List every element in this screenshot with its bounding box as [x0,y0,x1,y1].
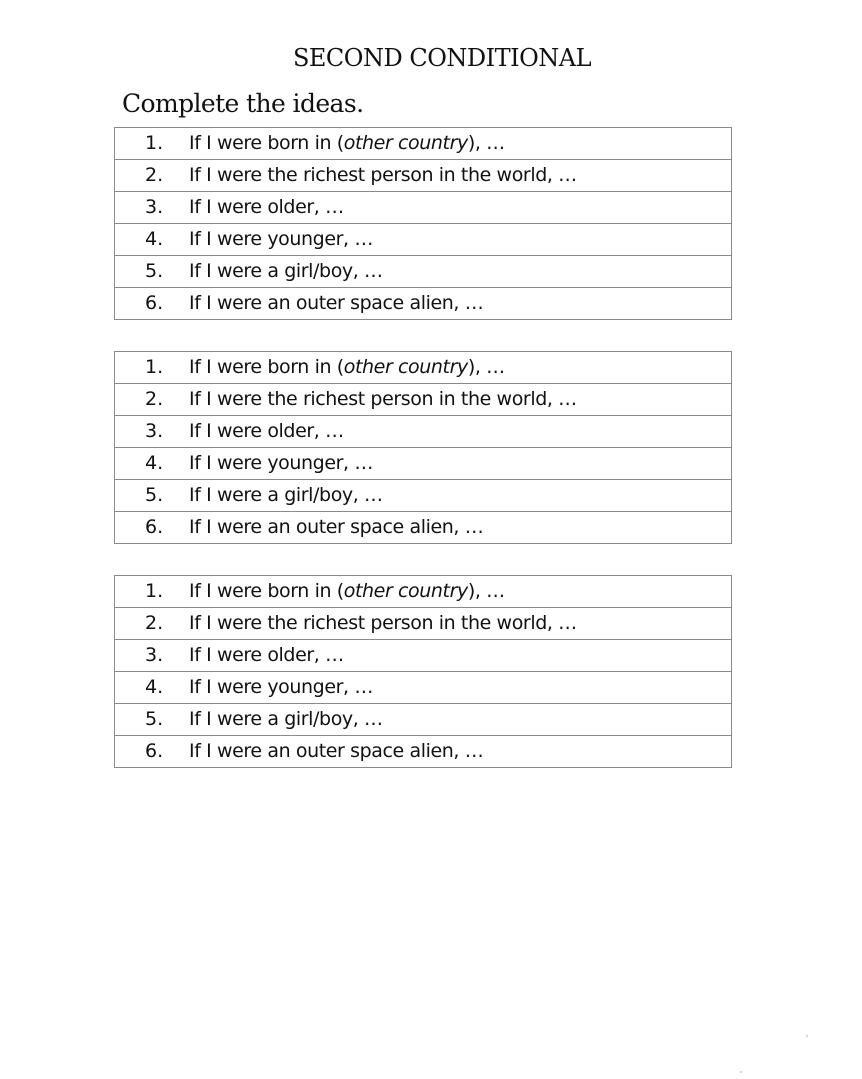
item-number: 2. [145,388,164,410]
item-prompt: If I were younger, … [189,452,373,474]
table-row [115,448,732,480]
item-number: 2. [145,612,164,634]
table-row [115,224,732,256]
item-prompt: If I were younger, … [189,676,373,698]
table-cell [115,672,732,704]
item-number: 3. [145,420,164,442]
page-title: SECOND CONDITIONAL [292,44,592,72]
item-prompt: If I were the richest person in the world, … [189,612,577,634]
table-row [115,192,732,224]
exercise-table-3 [114,575,732,768]
item-number: 1. [145,356,164,378]
item-prompt: If I were older, … [189,420,344,442]
table-row [115,512,732,544]
item-number: 5. [145,708,164,730]
exercise-table-2 [114,351,732,544]
item-number: 1. [145,132,164,154]
scan-speck [806,1035,808,1037]
item-prompt: If I were a girl/boy, … [189,484,383,506]
table-row [115,128,732,160]
item-number: 4. [145,452,164,474]
table-row [115,352,732,384]
item-prompt: If I were older, … [189,196,344,218]
prompt-italic: other country [343,132,468,154]
item-number: 5. [145,260,164,282]
table-cell [115,512,732,544]
prompt-suffix: ), … [467,132,505,154]
table-cell [115,608,732,640]
table-cell [115,192,732,224]
table-cell [115,288,732,320]
table-row [115,608,732,640]
table-cell [115,640,732,672]
item-number: 1. [145,580,164,602]
table-cell [115,480,732,512]
table-cell [115,224,732,256]
scan-speck [740,1071,742,1073]
table-row [115,704,732,736]
exercise-table-1 [114,127,732,320]
item-prompt [189,352,505,383]
item-prompt: If I were the richest person in the world, … [189,388,577,410]
instruction-text: Complete the ideas. [122,89,364,118]
item-prompt [189,576,505,607]
item-prompt: If I were an outer space alien, … [189,516,484,538]
item-prompt: If I were an outer space alien, … [189,740,484,762]
prompt-suffix: ), … [467,356,505,378]
table-row [115,288,732,320]
item-prompt: If I were the richest person in the world, … [189,164,577,186]
prompt-italic: other country [343,580,468,602]
item-prompt [189,128,505,159]
item-prompt: If I were older, … [189,644,344,666]
item-number: 4. [145,676,164,698]
table-cell [115,256,732,288]
table-row [115,640,732,672]
table-row [115,256,732,288]
table-cell [115,448,732,480]
item-prompt: If I were younger, … [189,228,373,250]
table-row [115,736,732,768]
prompt-prefix: If I were born in ( [189,580,344,602]
table-cell [115,416,732,448]
table-row [115,160,732,192]
item-number: 6. [145,292,164,314]
prompt-suffix: ), … [467,580,505,602]
prompt-italic: other country [343,356,468,378]
item-number: 4. [145,228,164,250]
item-number: 3. [145,196,164,218]
table-cell [115,576,732,608]
table-cell [115,736,732,768]
item-number: 6. [145,740,164,762]
item-number: 6. [145,516,164,538]
item-prompt: If I were a girl/boy, … [189,708,383,730]
table-row [115,384,732,416]
item-prompt: If I were a girl/boy, … [189,260,383,282]
item-number: 3. [145,644,164,666]
table-cell [115,128,732,160]
table-cell [115,352,732,384]
table-cell [115,704,732,736]
table-row [115,416,732,448]
item-prompt: If I were an outer space alien, … [189,292,484,314]
table-cell [115,160,732,192]
table-row [115,672,732,704]
table-cell [115,384,732,416]
item-number: 5. [145,484,164,506]
prompt-prefix: If I were born in ( [189,132,344,154]
prompt-prefix: If I were born in ( [189,356,344,378]
table-row [115,576,732,608]
item-number: 2. [145,164,164,186]
table-row [115,480,732,512]
